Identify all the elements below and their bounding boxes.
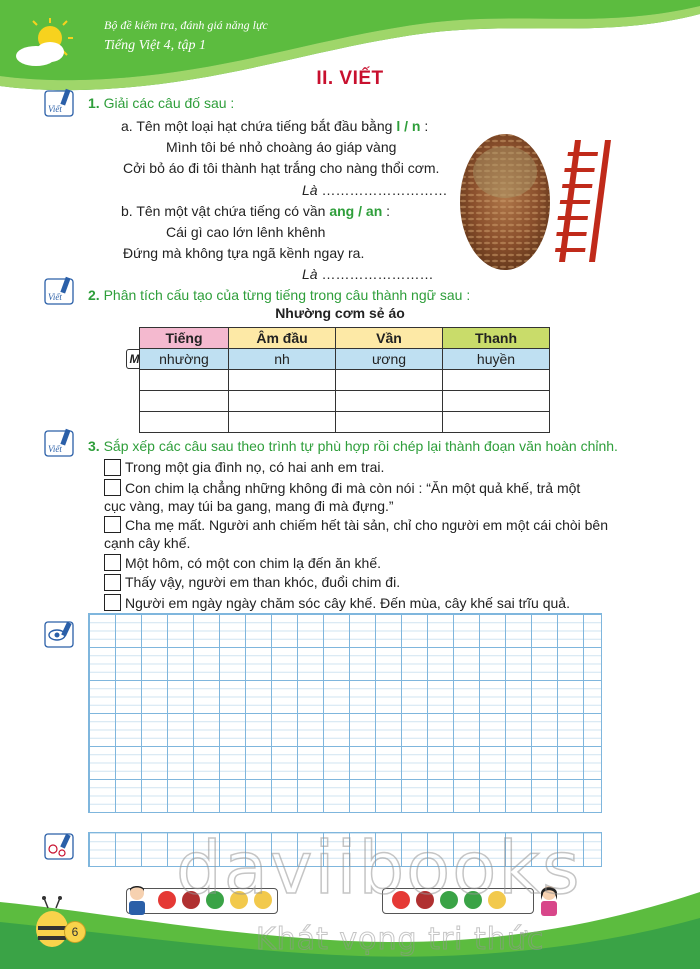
example-tieng: nhường [140,349,229,370]
q1a-intro-line [121,118,428,134]
svg-text:Viết: Viết [48,444,62,454]
q1-title: Giải các câu đố sau : [103,95,235,111]
pencil-write-icon [44,88,74,118]
boy-student-icon [124,884,150,916]
q1a-intro: a. Tên một loại hạt chứa tiếng bắt đầu bằng [121,118,393,134]
page-number: 6 [64,921,86,943]
q1b-key: ang / an [329,203,383,219]
q1b-answer[interactable] [302,266,433,282]
q3-item-5: Thấy vậy, người em than khóc, đuổi chim đi. [125,574,401,590]
book-subtitle: Tiếng Việt 4, tập 1 [104,38,207,53]
q2-number: 2. [88,287,100,303]
syllable-analysis-table [139,327,550,433]
svg-text:Viết: Viết [48,292,62,302]
q3-title: Sắp xếp các câu sau theo trình tự phù hợp rồi chép lại thành đoạn văn hoàn chỉnh. [103,438,618,454]
example-row [140,349,550,370]
q3-item-6: Người em ngày ngày chăm sóc cây khế. Đến mùa, cây khế sai trĩu quả. [125,595,570,611]
publisher-slogan: Khát vọng tri thức [256,922,545,957]
rice-grain-image [459,132,551,272]
q2-idiom-caption: Nhường cơm sẻ áo [275,305,405,321]
pencil-write-icon [44,428,74,458]
q3-item-2-line2: cục vàng, may túi ba gang, mang đi mà đựng.” [104,498,394,514]
q3-item-3-line2: cạnh cây khế. [104,535,191,551]
q1b-riddle-line2: Đứng mà không tựa ngã kềnh ngay ra. [123,245,365,261]
example-am-dau: nh [229,349,336,370]
header-banner [0,0,700,110]
answer-row[interactable] [140,391,550,412]
q1b-answer-label: Là [302,266,318,282]
q3-number: 3. [88,438,100,454]
q1a-key: l / n [396,118,421,134]
ladder-image [553,138,617,264]
q1-number: 1. [88,95,100,111]
q1a-colon: : [424,118,429,134]
order-checkbox[interactable] [104,516,121,533]
order-checkbox[interactable] [104,594,121,611]
publisher-watermark: daviibooks [176,826,582,910]
q1a-riddle-line1: Mình tôi bé nhỏ choàng áo giáp vàng [166,139,397,155]
book-series: Bộ đề kiểm tra, đánh giá năng lực [104,18,268,32]
section-title: II. VIẾT [316,68,384,89]
sad-face-icon[interactable] [158,891,176,909]
q2-heading [88,287,470,303]
q2-title: Phân tích cấu tạo của từng tiếng trong câu thành ngữ sau : [103,287,471,303]
eye-pencil-icon [44,619,74,649]
header-am-dau: Âm đầu [229,328,336,349]
order-checkbox[interactable] [104,574,121,591]
q1b-colon: : [386,203,391,219]
answer-row[interactable] [140,370,550,391]
pencil-write-icon [44,276,74,306]
q3-item-4: Một hôm, có một con chim lạ đến ăn khế. [125,555,382,571]
example-badge: M [126,349,143,369]
self-check-icon [44,831,74,861]
q1b-intro: b. Tên một vật chứa tiếng có vần [121,203,326,219]
q1a-riddle-line2: Cởi bỏ áo đi tôi thành hạt trắng cho nàng thổi cơm. [123,160,440,176]
q1b-answer-blank[interactable]: …………………… [321,266,434,282]
example-thanh: huyền [443,349,550,370]
order-checkbox[interactable] [104,459,121,476]
sun-cloud-icon [10,16,80,76]
order-checkbox[interactable] [104,479,121,496]
q3-item-1: Trong một gia đình nọ, có hai anh em trai. [125,459,385,475]
q1a-answer-blank[interactable]: ……………………… [321,182,448,198]
q1a-answer[interactable] [302,182,447,198]
q3-item-3-line1: Cha mẹ mất. Người anh chiếm hết tài sản, chỉ cho người em một cái chòi bên [125,517,608,533]
svg-text:Viết: Viết [48,104,62,114]
q1b-riddle-line1: Cái gì cao lớn lênh khênh [166,224,326,240]
header-thanh: Thanh [443,328,550,349]
order-checkbox[interactable] [104,554,121,571]
example-van: ương [336,349,443,370]
q1-heading [88,95,234,111]
answer-row[interactable] [140,412,550,433]
q1b-intro-line [121,203,390,219]
header-van: Vần [336,328,443,349]
handwriting-grid[interactable] [88,613,602,813]
q1a-answer-label: Là [302,182,318,198]
header-tieng: Tiếng [140,328,229,349]
q3-heading [88,438,618,454]
q3-item-2-line1: Con chim lạ chẳng những không đi mà còn nói : “Ăn một quả khế, trả một [125,480,581,496]
